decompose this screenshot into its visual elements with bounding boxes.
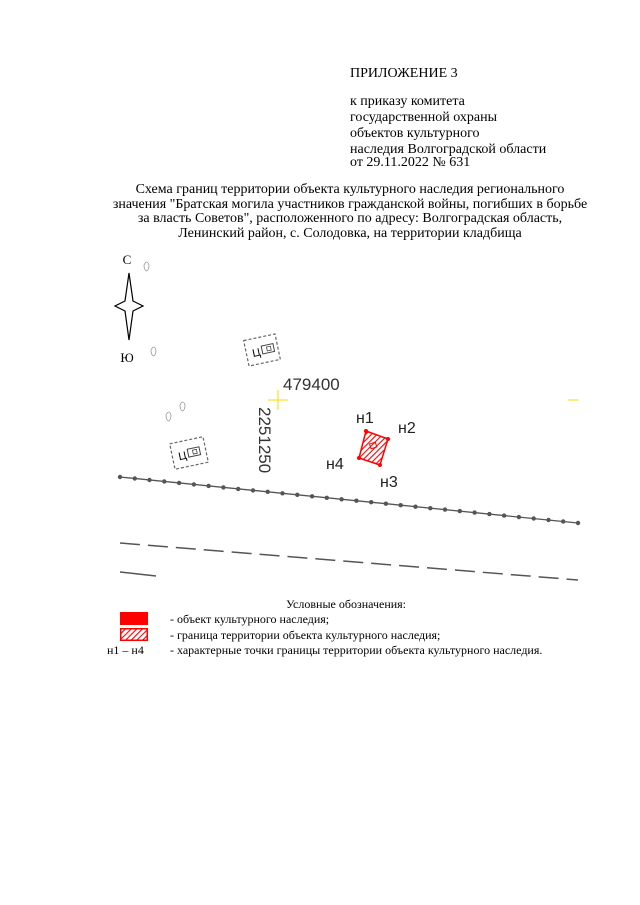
red-fill-icon bbox=[120, 612, 148, 625]
legend-item-boundary bbox=[0, 628, 640, 644]
point-label-n1: н1 bbox=[356, 410, 374, 427]
point-label-n2: н2 bbox=[398, 420, 416, 437]
order-line: объектов культурного bbox=[350, 126, 480, 141]
fence-post bbox=[236, 487, 240, 491]
point-label-n4: н4 bbox=[326, 456, 344, 473]
tree-symbols bbox=[144, 262, 185, 421]
building-label: Ц bbox=[251, 346, 262, 360]
fence-post bbox=[206, 484, 210, 488]
heritage-boundary bbox=[357, 429, 390, 467]
tree-icon bbox=[151, 347, 156, 356]
fence-post bbox=[428, 506, 432, 510]
legend-title: Условные обозначения: bbox=[286, 597, 407, 611]
fence-post bbox=[221, 485, 225, 489]
fence-post bbox=[266, 490, 270, 494]
legend-code: н1 – н4 bbox=[107, 643, 144, 657]
fence-post bbox=[532, 516, 536, 520]
legend-item-object bbox=[0, 612, 640, 628]
fence-post bbox=[443, 507, 447, 511]
fence-post bbox=[118, 475, 122, 479]
fence-line bbox=[118, 475, 580, 525]
fence-post bbox=[399, 503, 403, 507]
compass-icon bbox=[115, 252, 143, 365]
legend-item-points bbox=[0, 643, 640, 659]
fence-post bbox=[339, 497, 343, 501]
tree-icon bbox=[166, 412, 171, 421]
title-line: значения "Братская могила участников гражданской войны, погибших в борьбе bbox=[112, 196, 588, 212]
fence-post bbox=[192, 482, 196, 486]
boundary-point bbox=[357, 456, 361, 460]
fence-post bbox=[502, 513, 506, 517]
fence-post bbox=[384, 502, 388, 506]
fence-post bbox=[369, 500, 373, 504]
legend-text: - характерные точки границы территории объекта культурного наследия. bbox=[170, 643, 543, 657]
order-line: государственной охраны bbox=[350, 110, 498, 125]
appendix-title: ПРИЛОЖЕНИЕ 3 bbox=[350, 66, 458, 81]
boundary-map bbox=[0, 245, 640, 585]
scheme-title bbox=[60, 183, 640, 241]
fence-post bbox=[472, 510, 476, 514]
red-hatch-icon bbox=[120, 628, 148, 641]
fence-post bbox=[487, 512, 491, 516]
order-date: от 29.11.2022 № 631 bbox=[350, 155, 471, 170]
title-line: за власть Советов", расположенного по адресу: Волгоградская область, bbox=[137, 211, 563, 226]
south-label: Ю bbox=[120, 350, 134, 365]
fence-post bbox=[561, 519, 565, 523]
compass-rose bbox=[115, 273, 143, 340]
point-label-n3: н3 bbox=[380, 474, 398, 491]
boundary-point bbox=[378, 463, 382, 467]
coord-x-label: 479400 bbox=[283, 375, 340, 394]
north-label: С bbox=[122, 252, 132, 267]
order-line: к приказу комитета bbox=[350, 94, 465, 109]
title-line: Ленинский район, с. Солодовка, на территории кладбища bbox=[178, 225, 522, 241]
order-line: наследия Волгоградской области bbox=[350, 142, 547, 157]
order-reference bbox=[350, 94, 546, 158]
fence-post bbox=[310, 494, 314, 498]
boundary-point bbox=[386, 437, 390, 441]
building-label: Ц bbox=[177, 449, 188, 464]
fence-post bbox=[325, 496, 329, 500]
boundary-point bbox=[364, 429, 368, 433]
road-line bbox=[120, 543, 578, 580]
coord-y-label: 2251250 bbox=[255, 407, 274, 474]
building-upper bbox=[244, 334, 281, 366]
legend-text: - объект культурного наследия; bbox=[170, 612, 330, 626]
fence-post bbox=[458, 509, 462, 513]
fence-post bbox=[413, 505, 417, 509]
fence-post bbox=[517, 515, 521, 519]
fence-post bbox=[354, 499, 358, 503]
title-line: Схема границ территории объекта культурного наследия регионального bbox=[135, 182, 565, 197]
fence-post bbox=[280, 491, 284, 495]
building-lower bbox=[170, 437, 209, 470]
tree-icon bbox=[180, 402, 185, 411]
legend-text: - граница территории объекта культурного наследия; bbox=[170, 628, 441, 642]
tree-icon bbox=[144, 262, 149, 271]
fence-post bbox=[162, 479, 166, 483]
fence-post bbox=[133, 476, 137, 480]
fence-post bbox=[576, 521, 580, 525]
fence-post bbox=[295, 493, 299, 497]
fence-post bbox=[251, 488, 255, 492]
fence-post bbox=[147, 478, 151, 482]
fence-post bbox=[546, 518, 550, 522]
fence-post bbox=[177, 481, 181, 485]
